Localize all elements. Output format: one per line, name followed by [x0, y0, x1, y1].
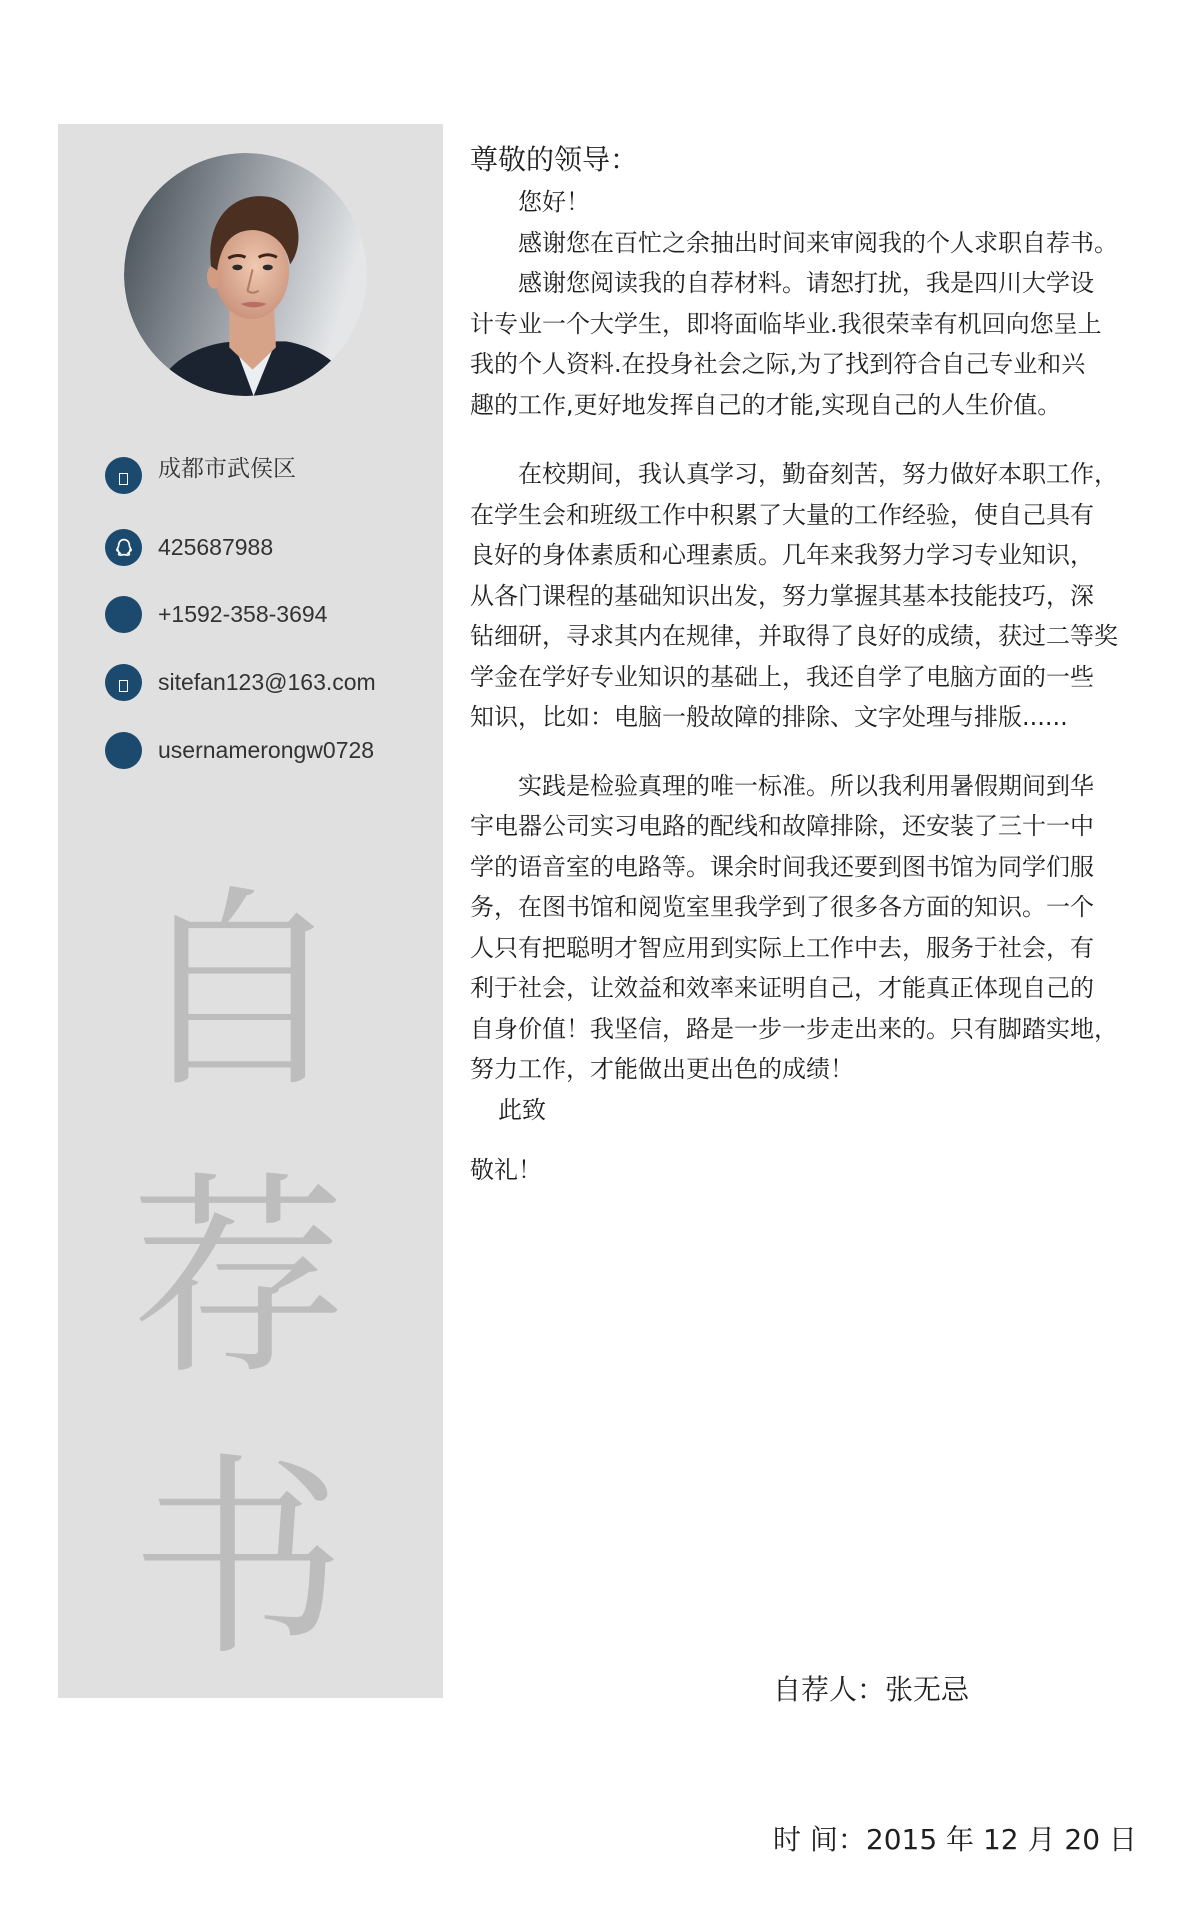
letter-paragraph	[470, 766, 1150, 1090]
contact-email	[105, 664, 376, 701]
letter-line: 我的个人资料.在投身社会之际,为了找到符合自己专业和兴	[470, 350, 1086, 378]
portrait-image	[124, 153, 367, 396]
letter-line: 知识，比如：电脑一般故障的排除、文字处理与排版......	[470, 703, 1068, 731]
letter-closing: 此致	[498, 1095, 546, 1124]
letter-line: 实践是检验真理的唯一标准。所以我利用暑假期间到华	[518, 771, 1094, 800]
letter-line: 良好的身体素质和心理素质。几年来我努力学习专业知识，	[470, 541, 1094, 569]
contact-phone-text: +1592-358-3694	[158, 601, 328, 627]
letter-thanks: 感谢您在百忙之余抽出时间来审阅我的个人求职自荐书。	[518, 228, 1118, 257]
contact-wechat-text: usernamerongw0728	[158, 737, 375, 763]
letter-paragraph	[470, 454, 1150, 738]
location-icon	[105, 457, 142, 494]
signature-name: 自荐人：张无忌	[773, 1673, 970, 1706]
contact-address-text: 成都市武侯区	[158, 455, 296, 481]
contact-address	[105, 453, 296, 490]
contact-email-text: sitefan123@163.com	[158, 669, 376, 695]
letter-line: 从各门课程的基础知识出发，努力掌握其基本技能技巧，深	[470, 581, 1094, 610]
qq-icon	[105, 529, 142, 566]
letter-line: 在校期间，我认真学习，勤奋刻苦，努力做好本职工作，	[518, 460, 1118, 488]
wechat-icon	[105, 732, 142, 769]
cover-letter	[470, 140, 1150, 1191]
letter-body	[470, 263, 1150, 1090]
phone-icon	[105, 596, 142, 633]
letter-line: 利于社会，让效益和效率来证明自己，才能真正体现自己的	[470, 974, 1094, 1002]
letter-line: 宇电器公司实习电路的配线和故障排除，还安装了三十一中	[470, 812, 1094, 840]
letter-line: 钻细研，寻求其内在规律，并取得了良好的成绩，获过二等奖	[470, 622, 1118, 650]
letter-line: 学金在学好专业知识的基础上，我还自学了电脑方面的一些	[470, 662, 1094, 691]
letter-line: 努力工作，才能做出更出色的成绩！	[470, 1055, 854, 1083]
letter-line: 计专业一个大学生，即将面临毕业.我很荣幸有机回向您呈上	[470, 309, 1102, 338]
email-icon	[105, 664, 142, 701]
signature-block	[773, 1565, 1137, 1915]
sidebar	[58, 124, 443, 1698]
letter-greeting: 您好！	[518, 188, 590, 216]
letter-line: 务，在图书馆和阅览室里我学到了很多各方面的知识。一个	[470, 893, 1094, 921]
contact-phone	[105, 596, 327, 633]
letter-line: 学的语音室的电路等。课余时间我还要到图书馆为同学们服	[470, 852, 1094, 881]
letter-salutation: 尊敬的领导：	[470, 143, 639, 176]
signature-date: 时 间：2015 年 12 月 20 日	[773, 1823, 1137, 1856]
contact-qq-text: 425687988	[158, 534, 274, 560]
contact-wechat	[105, 732, 374, 769]
letter-line: 感谢您阅读我的自荐材料。请恕打扰，我是四川大学设	[518, 269, 1094, 297]
letter-line: 人只有把聪明才智应用到实际上工作中去，服务于社会，有	[470, 933, 1094, 962]
profile-photo	[124, 153, 367, 396]
contact-qq	[105, 529, 273, 566]
watermark-char: 自	[131, 866, 346, 1117]
letter-line: 在学生会和班级工作中积累了大量的工作经验，使自己具有	[470, 500, 1094, 529]
watermark-char: 荐	[131, 1153, 346, 1404]
letter-line: 自身价值！我坚信，路是一步一步走出来的。只有脚踏实地，	[470, 1014, 1118, 1043]
letter-line: 趣的工作,更好地发挥自己的才能,实现自己的人生价值。	[470, 390, 1062, 419]
letter-regards: 敬礼！	[470, 1156, 542, 1184]
watermark-char: 书	[131, 1434, 346, 1685]
letter-paragraph	[470, 263, 1150, 425]
